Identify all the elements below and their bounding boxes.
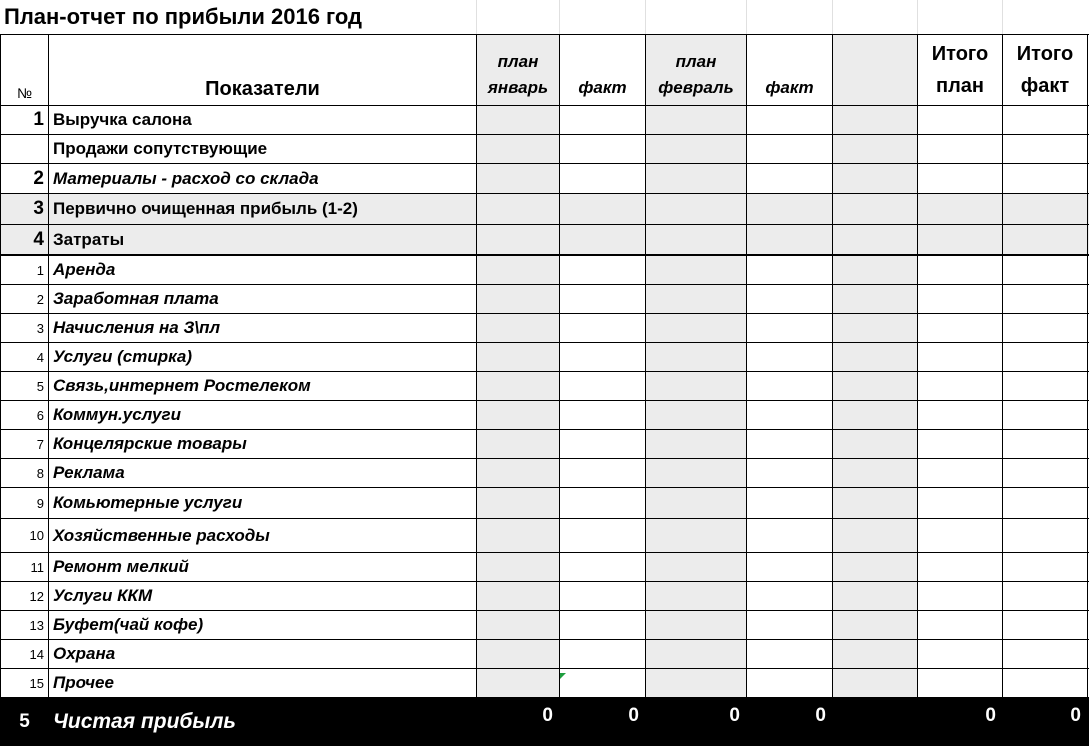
row-indicator[interactable]: Начисления на З\пл <box>49 314 477 343</box>
cell-total-fact[interactable] <box>1003 519 1088 553</box>
cell-feb-plan[interactable] <box>646 314 747 343</box>
cell-empty[interactable] <box>833 225 918 256</box>
cell-jan-fact[interactable] <box>560 194 646 225</box>
cell-total-fact[interactable] <box>1003 459 1088 488</box>
cell-jan-fact[interactable] <box>560 582 646 611</box>
table-row <box>1 459 1089 488</box>
cell-feb-plan[interactable] <box>646 640 747 669</box>
cell-jan-plan[interactable] <box>477 640 560 669</box>
table-body <box>1 106 1089 699</box>
cell-jan-fact[interactable] <box>560 401 646 430</box>
cell-jan-fact[interactable] <box>560 285 646 314</box>
row-indicator[interactable]: Первично очищенная прибыль (1-2) <box>49 194 477 225</box>
cell-empty[interactable] <box>833 285 918 314</box>
cell-total-plan[interactable] <box>918 225 1003 256</box>
cell-jan-fact[interactable] <box>560 372 646 401</box>
table-row <box>1 669 1089 699</box>
cell-total-plan[interactable] <box>918 135 1003 164</box>
cell-jan-plan[interactable] <box>477 669 560 699</box>
cell-comment-marker-icon <box>560 673 566 679</box>
header-empty[interactable] <box>833 35 918 106</box>
row-indicator[interactable]: Буфет(чай кофе) <box>49 611 477 640</box>
row-number[interactable]: 2 <box>1 164 49 194</box>
cell-total-plan[interactable] <box>918 488 1003 519</box>
cell-total-fact[interactable] <box>1003 553 1088 582</box>
cell-jan-plan[interactable] <box>477 285 560 314</box>
cell-empty[interactable] <box>833 255 918 285</box>
cell-total-fact[interactable] <box>1003 194 1088 225</box>
table-row <box>1 225 1089 256</box>
cell-feb-fact[interactable] <box>747 640 833 669</box>
cell-empty[interactable] <box>833 343 918 372</box>
row-indicator[interactable]: Услуги (стирка) <box>49 343 477 372</box>
cell-feb-plan[interactable] <box>646 225 747 256</box>
table-row <box>1 194 1089 225</box>
cell-jan-plan[interactable] <box>477 225 560 256</box>
row-indicator[interactable]: Услуги ККМ <box>49 582 477 611</box>
cell-empty[interactable] <box>833 164 918 194</box>
row-indicator[interactable]: Аренда <box>49 255 477 285</box>
table-row <box>1 401 1089 430</box>
cell-feb-fact[interactable] <box>747 194 833 225</box>
table-row <box>1 343 1089 372</box>
report-table <box>0 34 1089 746</box>
cell-jan-plan[interactable] <box>477 582 560 611</box>
cell-feb-plan[interactable] <box>646 553 747 582</box>
row-indicator[interactable]: Прочее <box>49 669 477 699</box>
row-indicator[interactable]: Выручка салона <box>49 106 477 135</box>
header-jan-plan[interactable] <box>477 35 560 106</box>
cell-empty[interactable] <box>833 669 918 699</box>
cell-jan-fact[interactable] <box>560 343 646 372</box>
cell-jan-plan[interactable] <box>477 106 560 135</box>
cell-feb-fact[interactable] <box>747 285 833 314</box>
cell-total-plan[interactable] <box>918 519 1003 553</box>
cell-empty[interactable] <box>833 459 918 488</box>
row-number[interactable]: 15 <box>1 669 49 699</box>
gridline <box>559 0 560 34</box>
header-total-plan-line1: Итого <box>932 43 988 65</box>
row-indicator[interactable]: Комьютерные услуги <box>49 488 477 519</box>
cell-total-plan[interactable] <box>918 582 1003 611</box>
row-number[interactable]: 13 <box>1 611 49 640</box>
row-indicator[interactable]: Заработная плата <box>49 285 477 314</box>
cell-feb-fact[interactable] <box>747 553 833 582</box>
cell-feb-fact[interactable] <box>747 106 833 135</box>
cell-total-fact[interactable] <box>1003 611 1088 640</box>
cell-feb-plan[interactable] <box>646 106 747 135</box>
cell-empty[interactable] <box>833 194 918 225</box>
row-number[interactable]: 1 <box>1 106 49 135</box>
cell-jan-fact[interactable] <box>560 611 646 640</box>
table-row <box>1 285 1089 314</box>
table-row <box>1 255 1089 285</box>
cell-feb-fact[interactable] <box>747 611 833 640</box>
row-indicator[interactable]: Концелярские товары <box>49 430 477 459</box>
cell-jan-fact[interactable] <box>560 553 646 582</box>
table-row <box>1 582 1089 611</box>
cell-total-plan[interactable] <box>918 669 1003 699</box>
cell-total-plan[interactable] <box>918 553 1003 582</box>
cell-jan-plan[interactable] <box>477 314 560 343</box>
cell-empty[interactable] <box>833 488 918 519</box>
table-row <box>1 519 1089 553</box>
cell-jan-plan[interactable] <box>477 488 560 519</box>
row-number[interactable]: 3 <box>1 314 49 343</box>
cell-jan-plan[interactable] <box>477 401 560 430</box>
header-jan-fact[interactable]: факт <box>560 35 646 106</box>
cell-empty[interactable] <box>833 372 918 401</box>
cell-total-plan[interactable] <box>918 164 1003 194</box>
cell-total-fact[interactable] <box>1003 343 1088 372</box>
table-row <box>1 611 1089 640</box>
row-number[interactable]: 7 <box>1 430 49 459</box>
table-row <box>1 314 1089 343</box>
header-total-fact-line2: факт <box>1021 75 1069 97</box>
cell-total-plan[interactable] <box>918 255 1003 285</box>
cell-feb-fact[interactable] <box>747 519 833 553</box>
cell-feb-plan[interactable] <box>646 669 747 699</box>
table-row <box>1 164 1089 194</box>
cell-total-plan[interactable] <box>918 194 1003 225</box>
cell-jan-plan[interactable] <box>477 343 560 372</box>
table-row <box>1 106 1089 135</box>
gridline <box>746 0 747 34</box>
header-row <box>1 35 1089 106</box>
cell-feb-plan[interactable] <box>646 519 747 553</box>
cell-total-plan[interactable] <box>918 611 1003 640</box>
cell-total-plan[interactable] <box>918 372 1003 401</box>
cell-feb-fact[interactable] <box>747 225 833 256</box>
cell-feb-plan[interactable] <box>646 401 747 430</box>
row-indicator[interactable]: Хозяйственные расходы <box>49 519 477 553</box>
cell-feb-fact[interactable] <box>747 669 833 699</box>
footer-jan-fact[interactable]: 0 <box>560 698 646 746</box>
cell-empty[interactable] <box>833 430 918 459</box>
cell-feb-fact[interactable] <box>747 488 833 519</box>
cell-feb-plan[interactable] <box>646 488 747 519</box>
row-indicator[interactable]: Продажи сопутствующие <box>49 135 477 164</box>
cell-total-fact[interactable] <box>1003 106 1088 135</box>
cell-empty[interactable] <box>833 135 918 164</box>
cell-feb-plan[interactable] <box>646 611 747 640</box>
cell-feb-plan[interactable] <box>646 372 747 401</box>
header-total-fact-line1: Итого <box>1017 43 1073 65</box>
row-number[interactable]: 9 <box>1 488 49 519</box>
cell-feb-plan[interactable] <box>646 430 747 459</box>
cell-total-fact[interactable] <box>1003 640 1088 669</box>
cell-feb-fact[interactable] <box>747 343 833 372</box>
header-total-plan-line2: план <box>936 75 984 97</box>
cell-jan-plan[interactable] <box>477 255 560 285</box>
row-number[interactable]: 8 <box>1 459 49 488</box>
cell-empty[interactable] <box>833 519 918 553</box>
cell-total-fact[interactable] <box>1003 582 1088 611</box>
cell-total-fact[interactable] <box>1003 401 1088 430</box>
cell-total-fact[interactable] <box>1003 314 1088 343</box>
row-number[interactable]: 5 <box>1 372 49 401</box>
row-number[interactable]: 4 <box>1 225 49 256</box>
cell-total-plan[interactable] <box>918 459 1003 488</box>
table-row <box>1 135 1089 164</box>
header-feb-plan-line2: февраль <box>658 78 733 97</box>
cell-jan-fact[interactable] <box>560 640 646 669</box>
cell-jan-fact[interactable] <box>560 225 646 256</box>
cell-total-plan[interactable] <box>918 285 1003 314</box>
cell-feb-fact[interactable] <box>747 372 833 401</box>
footer-total-fact[interactable]: 0 <box>1003 698 1088 746</box>
cell-feb-fact[interactable] <box>747 255 833 285</box>
cell-empty[interactable] <box>833 553 918 582</box>
row-number[interactable]: 2 <box>1 285 49 314</box>
cell-total-fact[interactable] <box>1003 255 1088 285</box>
cell-total-plan[interactable] <box>918 343 1003 372</box>
cell-total-fact[interactable] <box>1003 135 1088 164</box>
cell-empty[interactable] <box>833 582 918 611</box>
header-indicators[interactable]: Показатели <box>49 35 477 106</box>
cell-jan-fact[interactable] <box>560 164 646 194</box>
cell-jan-plan[interactable] <box>477 194 560 225</box>
gridline <box>476 0 477 34</box>
cell-feb-fact[interactable] <box>747 164 833 194</box>
cell-total-plan[interactable] <box>918 401 1003 430</box>
row-indicator[interactable]: Ремонт мелкий <box>49 553 477 582</box>
gridline <box>1002 0 1003 34</box>
header-feb-fact[interactable]: факт <box>747 35 833 106</box>
cell-feb-plan[interactable] <box>646 164 747 194</box>
cell-empty[interactable] <box>833 106 918 135</box>
row-number[interactable]: 14 <box>1 640 49 669</box>
cell-jan-plan[interactable] <box>477 135 560 164</box>
row-number[interactable]: 4 <box>1 343 49 372</box>
cell-feb-fact[interactable] <box>747 135 833 164</box>
cell-total-plan[interactable] <box>918 640 1003 669</box>
gridline <box>832 0 833 34</box>
cell-jan-plan[interactable] <box>477 164 560 194</box>
cell-jan-plan[interactable] <box>477 611 560 640</box>
cell-feb-fact[interactable] <box>747 459 833 488</box>
row-number[interactable]: 6 <box>1 401 49 430</box>
cell-feb-plan[interactable] <box>646 135 747 164</box>
row-number[interactable] <box>1 135 49 164</box>
cell-feb-plan[interactable] <box>646 582 747 611</box>
cell-jan-plan[interactable] <box>477 430 560 459</box>
cell-total-plan[interactable] <box>918 430 1003 459</box>
table-row <box>1 553 1089 582</box>
cell-jan-plan[interactable] <box>477 459 560 488</box>
cell-jan-fact[interactable] <box>560 459 646 488</box>
cell-total-fact[interactable] <box>1003 225 1088 256</box>
cell-total-plan[interactable] <box>918 106 1003 135</box>
cell-total-fact[interactable] <box>1003 669 1088 699</box>
row-indicator[interactable]: Материалы - расход со склада <box>49 164 477 194</box>
cell-empty[interactable] <box>833 611 918 640</box>
gridline <box>917 0 918 34</box>
row-indicator[interactable]: Реклама <box>49 459 477 488</box>
header-total-fact[interactable] <box>1003 35 1088 106</box>
header-num[interactable]: № <box>1 35 49 106</box>
cell-feb-plan[interactable] <box>646 343 747 372</box>
cell-jan-fact[interactable] <box>560 430 646 459</box>
cell-feb-plan[interactable] <box>646 255 747 285</box>
cell-feb-fact[interactable] <box>747 401 833 430</box>
table-row <box>1 640 1089 669</box>
table-row <box>1 488 1089 519</box>
net-profit-row <box>1 698 1089 746</box>
cell-jan-fact[interactable] <box>560 488 646 519</box>
row-number[interactable]: 3 <box>1 194 49 225</box>
header-feb-plan[interactable] <box>646 35 747 106</box>
table-row <box>1 430 1089 459</box>
table-row <box>1 372 1089 401</box>
header-feb-plan-line1: план <box>676 52 717 71</box>
cell-total-fact[interactable] <box>1003 285 1088 314</box>
cell-empty[interactable] <box>833 401 918 430</box>
footer-feb-fact[interactable]: 0 <box>747 698 833 746</box>
row-indicator[interactable]: Охрана <box>49 640 477 669</box>
footer-empty[interactable] <box>833 698 918 746</box>
footer-total-plan[interactable]: 0 <box>918 698 1003 746</box>
cell-feb-fact[interactable] <box>747 314 833 343</box>
cell-feb-plan[interactable] <box>646 285 747 314</box>
cell-jan-plan[interactable] <box>477 372 560 401</box>
spreadsheet <box>0 34 1089 711</box>
cell-jan-fact[interactable] <box>560 106 646 135</box>
footer-jan-plan[interactable]: 0 <box>477 698 560 746</box>
row-number[interactable]: 12 <box>1 582 49 611</box>
sheet-title[interactable]: План-отчет по прибыли 2016 год <box>4 4 362 30</box>
cell-jan-fact[interactable] <box>560 255 646 285</box>
cell-total-fact[interactable] <box>1003 430 1088 459</box>
cell-feb-plan[interactable] <box>646 459 747 488</box>
footer-num[interactable]: 5 <box>1 698 49 746</box>
cell-jan-plan[interactable] <box>477 553 560 582</box>
row-indicator[interactable]: Связь,интернет Ростелеком <box>49 372 477 401</box>
cell-jan-fact[interactable] <box>560 314 646 343</box>
cell-empty[interactable] <box>833 640 918 669</box>
cell-feb-fact[interactable] <box>747 582 833 611</box>
cell-feb-fact[interactable] <box>747 430 833 459</box>
cell-total-fact[interactable] <box>1003 488 1088 519</box>
row-number[interactable]: 10 <box>1 519 49 553</box>
header-jan-plan-line2: январь <box>488 78 548 97</box>
cell-jan-fact[interactable] <box>560 669 646 699</box>
cell-jan-plan[interactable] <box>477 519 560 553</box>
cell-feb-plan[interactable] <box>646 194 747 225</box>
row-number[interactable]: 1 <box>1 255 49 285</box>
header-total-plan[interactable] <box>918 35 1003 106</box>
row-indicator[interactable]: Коммун.услуги <box>49 401 477 430</box>
cell-jan-fact[interactable] <box>560 135 646 164</box>
cell-total-fact[interactable] <box>1003 164 1088 194</box>
cell-jan-fact[interactable] <box>560 519 646 553</box>
row-number[interactable]: 11 <box>1 553 49 582</box>
footer-feb-plan[interactable]: 0 <box>646 698 747 746</box>
cell-total-fact[interactable] <box>1003 372 1088 401</box>
cell-total-plan[interactable] <box>918 314 1003 343</box>
footer-name[interactable]: Чистая прибыль <box>49 698 477 746</box>
header-jan-plan-line1: план <box>498 52 539 71</box>
gridline <box>645 0 646 34</box>
row-indicator[interactable]: Затраты <box>49 225 477 256</box>
cell-empty[interactable] <box>833 314 918 343</box>
